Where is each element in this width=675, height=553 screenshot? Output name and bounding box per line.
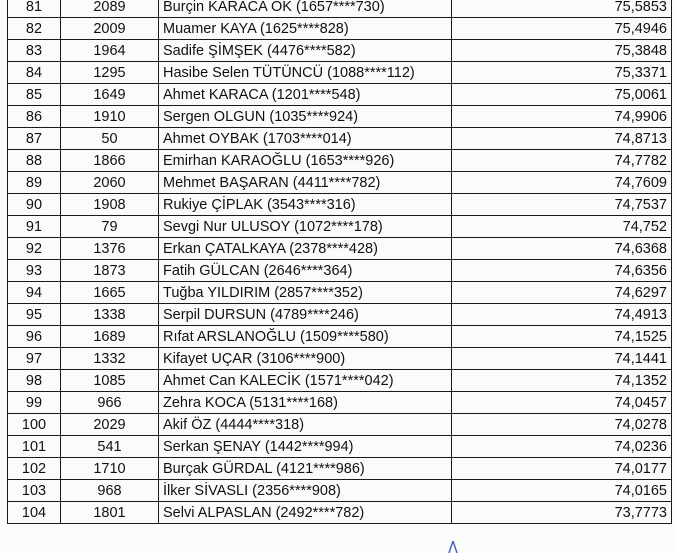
table-row xyxy=(8,304,672,326)
rank-cell: 101 xyxy=(8,436,61,458)
score-cell: 74,1525 xyxy=(452,326,672,348)
score-cell: 74,4913 xyxy=(452,304,672,326)
score-cell: 74,752 xyxy=(452,216,672,238)
rank-cell: 89 xyxy=(8,172,61,194)
rank-cell: 95 xyxy=(8,304,61,326)
table-row xyxy=(8,260,672,282)
score-cell: 75,5853 xyxy=(452,0,672,18)
score-cell: 74,0457 xyxy=(452,392,672,414)
score-cell: 74,0165 xyxy=(452,480,672,502)
rank-cell: 86 xyxy=(8,106,61,128)
table-row xyxy=(8,458,672,480)
table-row xyxy=(8,216,672,238)
application-number-cell: 79 xyxy=(61,216,159,238)
candidate-name-cell: Ahmet Can KALECİK (1571****042) xyxy=(159,370,452,392)
score-cell: 74,6368 xyxy=(452,238,672,260)
rank-cell: 81 xyxy=(8,0,61,18)
candidate-name-cell: Mehmet BAŞARAN (4411****782) xyxy=(159,172,452,194)
rank-cell: 84 xyxy=(8,62,61,84)
candidate-name-cell: Rukiye ÇİPLAK (3543****316) xyxy=(159,194,452,216)
rank-cell: 88 xyxy=(8,150,61,172)
application-number-cell: 1866 xyxy=(61,150,159,172)
candidate-name-cell: Ahmet OYBAK (1703****014) xyxy=(159,128,452,150)
application-number-cell: 2089 xyxy=(61,0,159,18)
rank-cell: 90 xyxy=(8,194,61,216)
results-table-body xyxy=(8,0,672,524)
score-cell: 74,6356 xyxy=(452,260,672,282)
candidate-name-cell: Tuğba YILDIRIM (2857****352) xyxy=(159,282,452,304)
candidate-name-cell: Sadife ŞİMŞEK (4476****582) xyxy=(159,40,452,62)
table-row xyxy=(8,18,672,40)
candidate-name-cell: Fatih GÜLCAN (2646****364) xyxy=(159,260,452,282)
candidate-name-cell: Muamer KAYA (1625****828) xyxy=(159,18,452,40)
table-row xyxy=(8,502,672,524)
table-row xyxy=(8,282,672,304)
application-number-cell: 2009 xyxy=(61,18,159,40)
application-number-cell: 1801 xyxy=(61,502,159,524)
application-number-cell: 1376 xyxy=(61,238,159,260)
rank-cell: 82 xyxy=(8,18,61,40)
application-number-cell: 541 xyxy=(61,436,159,458)
candidate-name-cell: Zehra KOCA (5131****168) xyxy=(159,392,452,414)
table-row xyxy=(8,348,672,370)
score-cell: 74,6297 xyxy=(452,282,672,304)
candidate-name-cell: Burçak GÜRDAL (4121****986) xyxy=(159,458,452,480)
table-row xyxy=(8,84,672,106)
application-number-cell: 50 xyxy=(61,128,159,150)
candidate-name-cell: Serpil DURSUN (4789****246) xyxy=(159,304,452,326)
score-cell: 74,0177 xyxy=(452,458,672,480)
score-cell: 75,0061 xyxy=(452,84,672,106)
application-number-cell: 1873 xyxy=(61,260,159,282)
application-number-cell: 1085 xyxy=(61,370,159,392)
rank-cell: 94 xyxy=(8,282,61,304)
application-number-cell: 2029 xyxy=(61,414,159,436)
application-number-cell: 2060 xyxy=(61,172,159,194)
rank-cell: 99 xyxy=(8,392,61,414)
application-number-cell: 1649 xyxy=(61,84,159,106)
table-row xyxy=(8,62,672,84)
application-number-cell: 1295 xyxy=(61,62,159,84)
candidate-name-cell: Kifayet UÇAR (3106****900) xyxy=(159,348,452,370)
rank-cell: 93 xyxy=(8,260,61,282)
application-number-cell: 968 xyxy=(61,480,159,502)
candidate-name-cell: Sergen OLGUN (1035****924) xyxy=(159,106,452,128)
candidate-name-cell: Erkan ÇATALKAYA (2378****428) xyxy=(159,238,452,260)
application-number-cell: 1338 xyxy=(61,304,159,326)
application-number-cell: 1665 xyxy=(61,282,159,304)
rank-cell: 96 xyxy=(8,326,61,348)
candidate-name-cell: Akif ÖZ (4444****318) xyxy=(159,414,452,436)
table-row xyxy=(8,480,672,502)
application-number-cell: 966 xyxy=(61,392,159,414)
application-number-cell: 1689 xyxy=(61,326,159,348)
rank-cell: 92 xyxy=(8,238,61,260)
application-number-cell: 1710 xyxy=(61,458,159,480)
table-row xyxy=(8,40,672,62)
score-cell: 74,7609 xyxy=(452,172,672,194)
table-row xyxy=(8,392,672,414)
table-row xyxy=(8,0,672,18)
candidate-name-cell: Hasibe Selen TÜTÜNCÜ (1088****112) xyxy=(159,62,452,84)
table-row xyxy=(8,128,672,150)
score-cell: 74,7537 xyxy=(452,194,672,216)
table-row xyxy=(8,414,672,436)
candidate-name-cell: Ahmet KARACA (1201****548) xyxy=(159,84,452,106)
application-number-cell: 1964 xyxy=(61,40,159,62)
score-cell: 75,3848 xyxy=(452,40,672,62)
rank-cell: 98 xyxy=(8,370,61,392)
score-cell: 75,4946 xyxy=(452,18,672,40)
score-cell: 74,1352 xyxy=(452,370,672,392)
score-cell: 74,9906 xyxy=(452,106,672,128)
rank-cell: 100 xyxy=(8,414,61,436)
application-number-cell: 1910 xyxy=(61,106,159,128)
results-table xyxy=(7,0,672,524)
candidate-name-cell: Serkan ŞENAY (1442****994) xyxy=(159,436,452,458)
rank-cell: 87 xyxy=(8,128,61,150)
score-cell: 75,3371 xyxy=(452,62,672,84)
score-cell: 74,1441 xyxy=(452,348,672,370)
score-cell: 74,0278 xyxy=(452,414,672,436)
table-row xyxy=(8,436,672,458)
rank-cell: 97 xyxy=(8,348,61,370)
table-row xyxy=(8,172,672,194)
table-row xyxy=(8,326,672,348)
rank-cell: 85 xyxy=(8,84,61,106)
table-row xyxy=(8,150,672,172)
table-row xyxy=(8,370,672,392)
score-cell: 74,0236 xyxy=(452,436,672,458)
candidate-name-cell: Rıfat ARSLANOĞLU (1509****580) xyxy=(159,326,452,348)
score-cell: 74,7782 xyxy=(452,150,672,172)
table-row xyxy=(8,238,672,260)
table-row xyxy=(8,194,672,216)
table-row xyxy=(8,106,672,128)
candidate-name-cell: Sevgi Nur ULUSOY (1072****178) xyxy=(159,216,452,238)
candidate-name-cell: Selvi ALPASLAN (2492****782) xyxy=(159,502,452,524)
rank-cell: 104 xyxy=(8,502,61,524)
rank-cell: 91 xyxy=(8,216,61,238)
pen-mark-icon xyxy=(448,541,458,553)
candidate-name-cell: Emirhan KARAOĞLU (1653****926) xyxy=(159,150,452,172)
score-cell: 73,7773 xyxy=(452,502,672,524)
rank-cell: 103 xyxy=(8,480,61,502)
application-number-cell: 1332 xyxy=(61,348,159,370)
rank-cell: 102 xyxy=(8,458,61,480)
rank-cell: 83 xyxy=(8,40,61,62)
candidate-name-cell: İlker SİVASLI (2356****908) xyxy=(159,480,452,502)
score-cell: 74,8713 xyxy=(452,128,672,150)
candidate-name-cell: Burçin KARACA OK (1657****730) xyxy=(159,0,452,18)
application-number-cell: 1908 xyxy=(61,194,159,216)
